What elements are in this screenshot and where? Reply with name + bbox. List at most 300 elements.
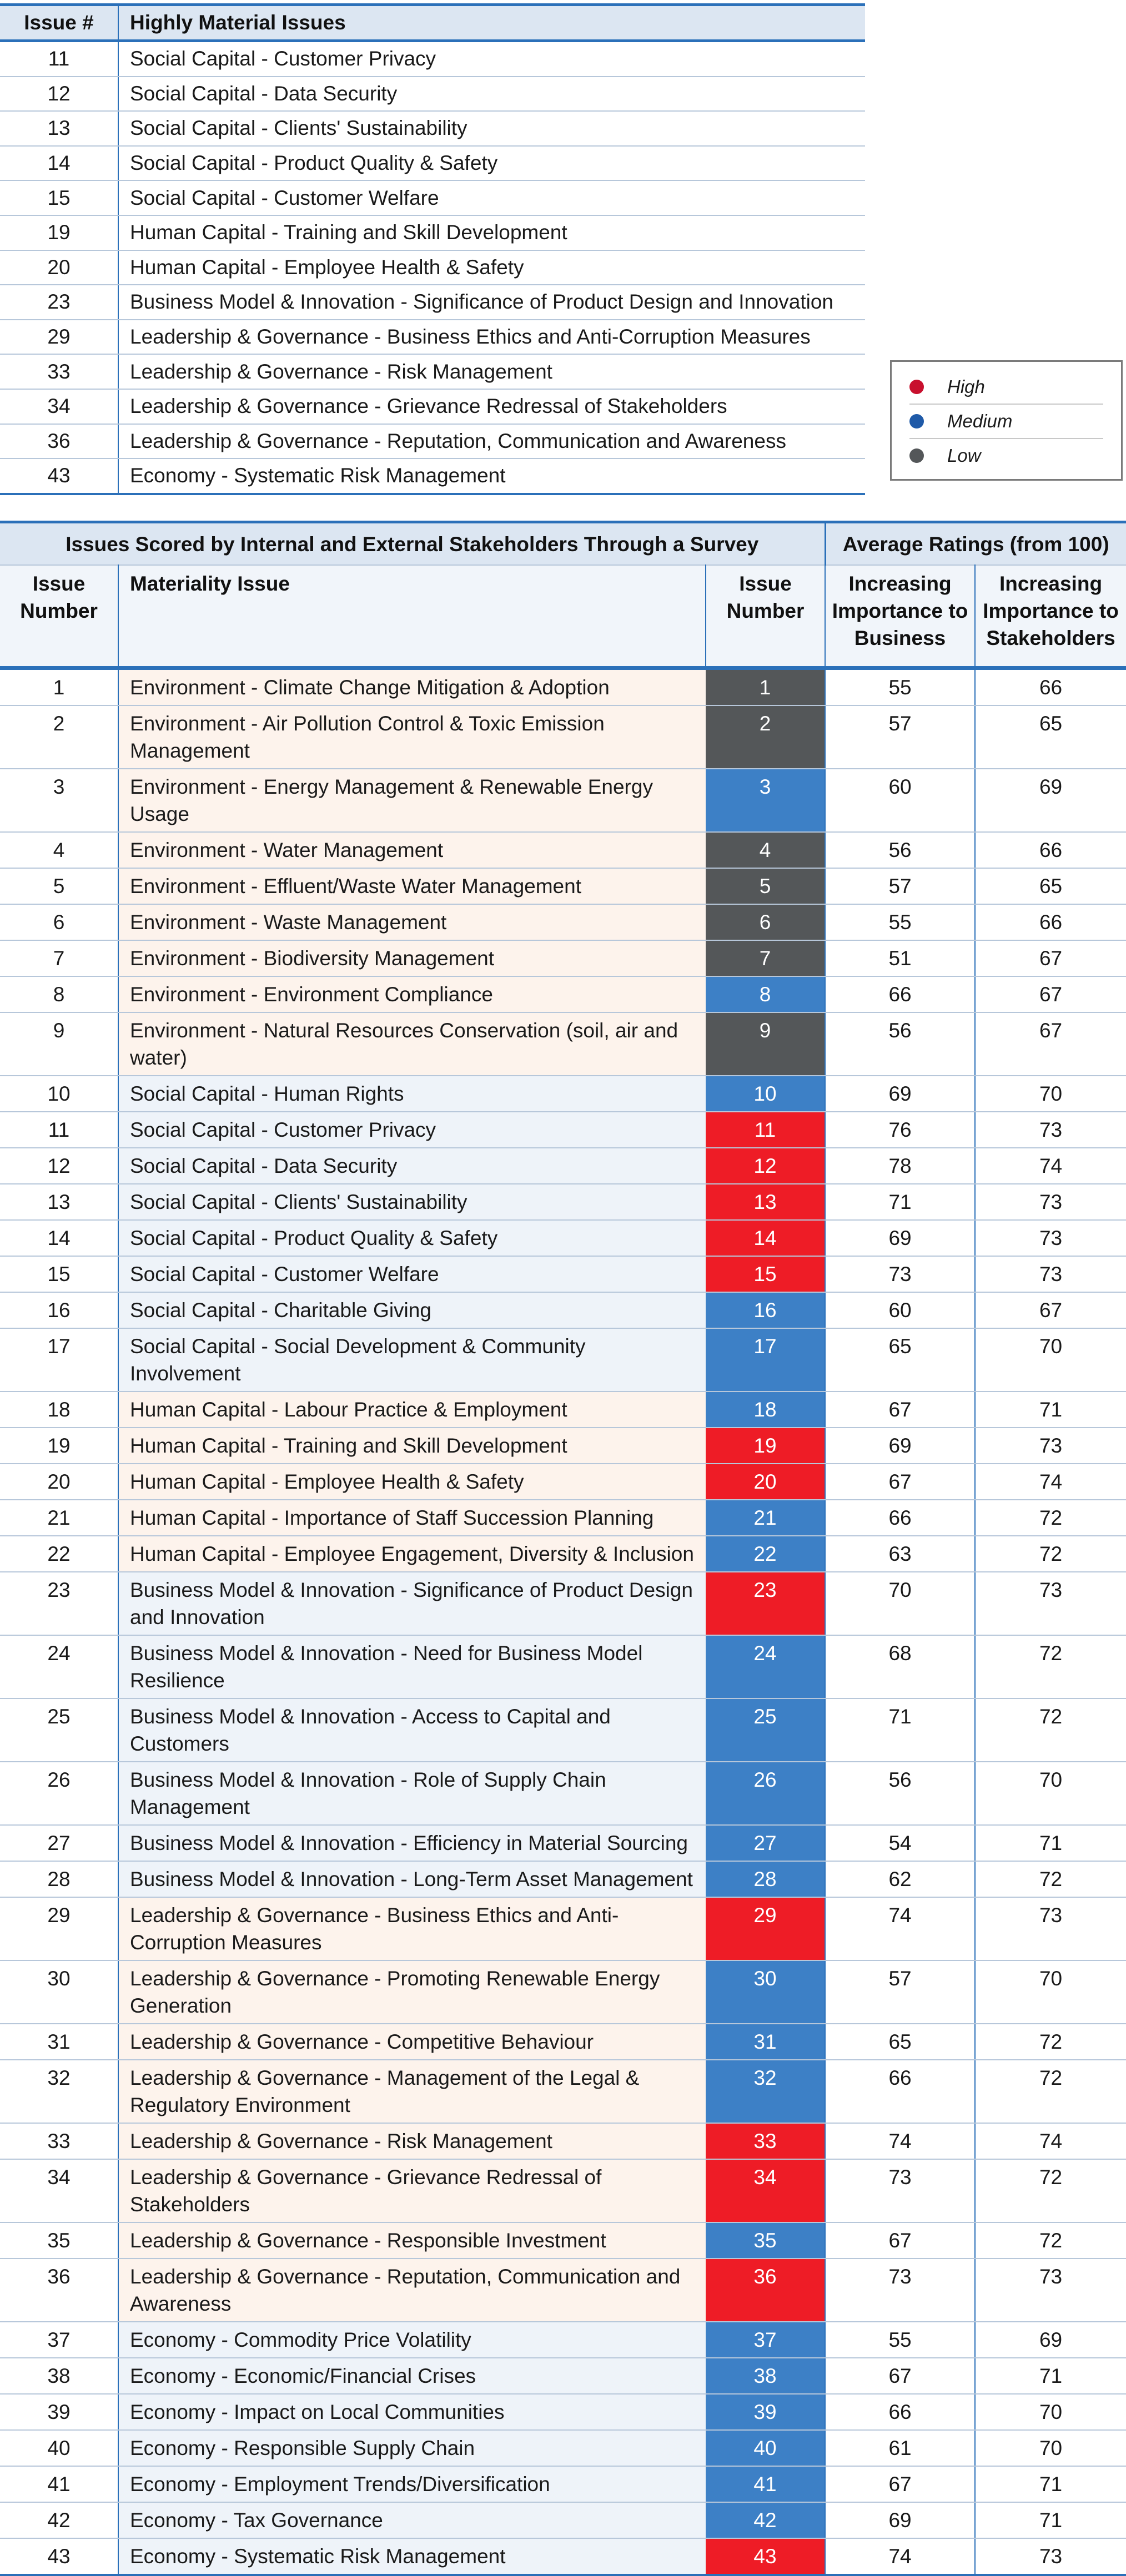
rating-stakeholders: 71 — [975, 2358, 1126, 2394]
issue-number: 20 — [0, 250, 118, 285]
rating-business: 66 — [825, 976, 975, 1012]
legend-label-medium: Medium — [947, 411, 1013, 431]
issue-number: 12 — [0, 77, 118, 112]
materiality-issue: Leadership & Governance - Promoting Renewable Energy Generation — [118, 1960, 706, 2024]
rating-business: 54 — [825, 1825, 975, 1861]
issue-number: 43 — [0, 458, 118, 494]
issue-number: 6 — [0, 904, 118, 940]
table-row — [0, 1328, 1126, 1392]
materiality-issue: Human Capital - Importance of Staff Succession Planning — [118, 1500, 706, 1536]
rating-business: 69 — [825, 1220, 975, 1256]
materiality-issue: Social Capital - Charitable Giving — [118, 1292, 706, 1328]
materiality-issue: Business Model & Innovation - Role of Supply Chain Management — [118, 1762, 706, 1825]
table-row — [0, 705, 1126, 769]
materiality-issue: Environment - Biodiversity Management — [118, 940, 706, 976]
rating-stakeholders: 73 — [975, 1572, 1126, 1635]
rating-stakeholders: 71 — [975, 1825, 1126, 1861]
issue-number: 20 — [0, 1464, 118, 1500]
materiality-issue: Leadership & Governance - Competitive Behaviour — [118, 2024, 706, 2060]
materiality-issue: Human Capital - Employee Engagement, Diversity & Inclusion — [118, 1536, 706, 1572]
rating-business: 78 — [825, 1148, 975, 1184]
issue-number: 14 — [0, 1220, 118, 1256]
legend-label-low: Low — [947, 445, 981, 466]
table-row — [0, 1635, 1126, 1698]
table-row — [0, 2430, 1126, 2466]
issue-number: 26 — [0, 1762, 118, 1825]
rating-business: 69 — [825, 2502, 975, 2538]
rating-stakeholders: 72 — [975, 2222, 1126, 2259]
rating-business: 74 — [825, 2538, 975, 2575]
materiality-issue: Environment - Waste Management — [118, 904, 706, 940]
issue-number: 33 — [0, 2123, 118, 2159]
rating-business: 56 — [825, 832, 975, 868]
rating-stakeholders: 69 — [975, 769, 1126, 832]
rating-stakeholders: 70 — [975, 1960, 1126, 2024]
rating-business: 71 — [825, 1184, 975, 1220]
issue-number: 31 — [0, 2024, 118, 2060]
materiality-issue: Environment - Effluent/Waste Water Management — [118, 868, 706, 904]
issue-number-high-badge: 33 — [706, 2123, 825, 2159]
rating-stakeholders: 73 — [975, 1184, 1126, 1220]
issue-number: 43 — [0, 2538, 118, 2575]
group-header-ratings: Average Ratings (from 100) — [825, 522, 1126, 566]
materiality-issue: Leadership & Governance - Grievance Redressal of Stakeholders — [118, 2159, 706, 2222]
rating-business: 57 — [825, 705, 975, 769]
rating-business: 51 — [825, 940, 975, 976]
table-row — [0, 180, 865, 215]
issue-name: Human Capital - Employee Health & Safety — [118, 250, 865, 285]
rating-business: 67 — [825, 1392, 975, 1428]
issue-number: 24 — [0, 1635, 118, 1698]
rating-business: 67 — [825, 2466, 975, 2502]
issue-number-medium-badge: 17 — [706, 1328, 825, 1392]
table-row — [0, 2322, 1126, 2358]
issue-number-medium-badge: 39 — [706, 2394, 825, 2430]
issue-number: 23 — [0, 1572, 118, 1635]
materiality-issue: Social Capital - Customer Welfare — [118, 1256, 706, 1292]
rating-stakeholders: 73 — [975, 2259, 1126, 2322]
table-row — [0, 904, 1126, 940]
issue-number-low-badge: 4 — [706, 832, 825, 868]
low-dot-icon — [909, 448, 924, 463]
rating-stakeholders: 73 — [975, 1428, 1126, 1464]
rating-business: 61 — [825, 2430, 975, 2466]
issue-number-high-badge: 12 — [706, 1148, 825, 1184]
rating-business: 55 — [825, 2322, 975, 2358]
column-header-row — [0, 565, 1126, 668]
materiality-issue: Environment - Natural Resources Conservation (soil, air and water) — [118, 1012, 706, 1076]
issue-number: 27 — [0, 1825, 118, 1861]
issue-number: 17 — [0, 1328, 118, 1392]
rating-business: 57 — [825, 1960, 975, 2024]
table-row — [0, 940, 1126, 976]
table-row — [0, 2123, 1126, 2159]
table-row — [0, 1572, 1126, 1635]
table-row — [0, 389, 865, 424]
issue-number: 18 — [0, 1392, 118, 1428]
table-row — [0, 1762, 1126, 1825]
issue-number-medium-badge: 24 — [706, 1635, 825, 1698]
highly-material-header-row — [0, 5, 865, 41]
materiality-issue: Social Capital - Human Rights — [118, 1076, 706, 1112]
issue-number: 28 — [0, 1861, 118, 1897]
issue-number-medium-badge: 22 — [706, 1536, 825, 1572]
rating-stakeholders: 72 — [975, 2024, 1126, 2060]
rating-stakeholders: 73 — [975, 1256, 1126, 1292]
rating-stakeholders: 67 — [975, 940, 1126, 976]
materiality-issue: Social Capital - Social Development & Community Involvement — [118, 1328, 706, 1392]
rating-stakeholders: 72 — [975, 1635, 1126, 1698]
materiality-issue: Human Capital - Labour Practice & Employment — [118, 1392, 706, 1428]
issue-number: 37 — [0, 2322, 118, 2358]
rating-stakeholders: 73 — [975, 1220, 1126, 1256]
rating-stakeholders: 67 — [975, 1012, 1126, 1076]
issue-number: 30 — [0, 1960, 118, 2024]
issue-number-low-badge: 5 — [706, 868, 825, 904]
materiality-issue: Business Model & Innovation - Access to Capital and Customers — [118, 1698, 706, 1762]
table-row — [0, 2502, 1126, 2538]
table-row — [0, 1012, 1126, 1076]
rating-business: 73 — [825, 1256, 975, 1292]
table-row — [0, 285, 865, 320]
issue-number: 40 — [0, 2430, 118, 2466]
rating-business: 65 — [825, 1328, 975, 1392]
issue-number-medium-badge: 27 — [706, 1825, 825, 1861]
materiality-issue: Environment - Environment Compliance — [118, 976, 706, 1012]
rating-stakeholders: 65 — [975, 705, 1126, 769]
issue-number: 38 — [0, 2358, 118, 2394]
issue-number-medium-badge: 18 — [706, 1392, 825, 1428]
table-row — [0, 1256, 1126, 1292]
materiality-issue: Social Capital - Customer Privacy — [118, 1112, 706, 1148]
rating-business: 60 — [825, 769, 975, 832]
table-row — [0, 2060, 1126, 2123]
table-row — [0, 1292, 1126, 1328]
rating-business: 57 — [825, 868, 975, 904]
issue-number-medium-badge: 28 — [706, 1861, 825, 1897]
materiality-issue: Business Model & Innovation - Efficiency in Material Sourcing — [118, 1825, 706, 1861]
rating-stakeholders: 73 — [975, 2538, 1126, 2575]
issue-name: Social Capital - Data Security — [118, 77, 865, 112]
rating-stakeholders: 72 — [975, 1698, 1126, 1762]
col-header-stakeholders: Increasing Importance to Stakeholders — [975, 565, 1126, 668]
materiality-issue: Leadership & Governance - Business Ethics and Anti-Corruption Measures — [118, 1897, 706, 1960]
issue-number: 14 — [0, 146, 118, 181]
rating-business: 65 — [825, 2024, 975, 2060]
table-row — [0, 2222, 1126, 2259]
issue-number: 29 — [0, 1897, 118, 1960]
rating-stakeholders: 72 — [975, 1861, 1126, 1897]
materiality-issue: Leadership & Governance - Reputation, Communication and Awareness — [118, 2259, 706, 2322]
rating-stakeholders: 66 — [975, 904, 1126, 940]
rating-stakeholders: 72 — [975, 1536, 1126, 1572]
table-row — [0, 1897, 1126, 1960]
col-header-business: Increasing Importance to Business — [825, 565, 975, 668]
rating-stakeholders: 74 — [975, 1464, 1126, 1500]
table-row — [0, 2358, 1126, 2394]
rating-business: 76 — [825, 1112, 975, 1148]
issue-number: 13 — [0, 1184, 118, 1220]
issue-number-high-badge: 36 — [706, 2259, 825, 2322]
legend-label-high: High — [947, 376, 985, 397]
table-row — [0, 111, 865, 146]
rating-stakeholders: 74 — [975, 1148, 1126, 1184]
issue-number-high-badge: 43 — [706, 2538, 825, 2575]
legend-item-low — [909, 439, 1103, 472]
issue-name: Human Capital - Training and Skill Development — [118, 215, 865, 250]
group-header-row — [0, 522, 1126, 566]
rating-business: 69 — [825, 1076, 975, 1112]
issue-number-medium-badge: 8 — [706, 976, 825, 1012]
table-row — [0, 2466, 1126, 2502]
rating-business: 55 — [825, 904, 975, 940]
issue-number-medium-badge: 10 — [706, 1076, 825, 1112]
issue-number: 8 — [0, 976, 118, 1012]
table-row — [0, 1464, 1126, 1500]
rating-stakeholders: 66 — [975, 832, 1126, 868]
issue-number: 36 — [0, 424, 118, 459]
issue-number-low-badge: 6 — [706, 904, 825, 940]
issue-number-medium-badge: 31 — [706, 2024, 825, 2060]
issue-name: Leadership & Governance - Reputation, Communication and Awareness — [118, 424, 865, 459]
materiality-issue: Social Capital - Data Security — [118, 1148, 706, 1184]
rating-business: 73 — [825, 2159, 975, 2222]
table-row — [0, 1184, 1126, 1220]
highly-material-body — [0, 41, 865, 494]
table-row — [0, 832, 1126, 868]
issue-number: 12 — [0, 1148, 118, 1184]
table-row — [0, 354, 865, 389]
issue-number: 19 — [0, 215, 118, 250]
materiality-issue: Business Model & Innovation - Significance of Product Design and Innovation — [118, 1572, 706, 1635]
rating-stakeholders: 70 — [975, 2394, 1126, 2430]
rating-business: 55 — [825, 668, 975, 706]
materiality-issue: Environment - Water Management — [118, 832, 706, 868]
issue-number: 22 — [0, 1536, 118, 1572]
table-row — [0, 1112, 1126, 1148]
issue-number-medium-badge: 37 — [706, 2322, 825, 2358]
issue-number-medium-badge: 32 — [706, 2060, 825, 2123]
rating-stakeholders: 66 — [975, 668, 1126, 706]
issue-number-low-badge: 7 — [706, 940, 825, 976]
col-header-issue-number: Issue Number — [0, 565, 118, 668]
rating-stakeholders: 71 — [975, 1392, 1126, 1428]
materiality-issue: Environment - Air Pollution Control & Toxic Emission Management — [118, 705, 706, 769]
issue-number: 4 — [0, 832, 118, 868]
rating-business: 67 — [825, 2358, 975, 2394]
materiality-issue: Business Model & Innovation - Long-Term Asset Management — [118, 1861, 706, 1897]
survey-table-body — [0, 668, 1126, 2575]
table-row — [0, 1825, 1126, 1861]
table-row — [0, 424, 865, 459]
table-row — [0, 2024, 1126, 2060]
issue-number-high-badge: 13 — [706, 1184, 825, 1220]
materiality-issue: Leadership & Governance - Management of the Legal & Regulatory Environment — [118, 2060, 706, 2123]
issue-number-low-badge: 2 — [706, 705, 825, 769]
issue-number: 29 — [0, 320, 118, 355]
issue-number: 39 — [0, 2394, 118, 2430]
issue-name: Economy - Systematic Risk Management — [118, 458, 865, 494]
issue-name: Social Capital - Customer Welfare — [118, 180, 865, 215]
rating-stakeholders: 72 — [975, 1500, 1126, 1536]
rating-business: 63 — [825, 1536, 975, 1572]
issue-number-high-badge: 11 — [706, 1112, 825, 1148]
rating-stakeholders: 72 — [975, 2159, 1126, 2222]
issue-number: 10 — [0, 1076, 118, 1112]
issue-name: Leadership & Governance - Grievance Redressal of Stakeholders — [118, 389, 865, 424]
rating-business: 74 — [825, 1897, 975, 1960]
table-row — [0, 146, 865, 181]
materiality-issue: Business Model & Innovation - Need for Business Model Resilience — [118, 1635, 706, 1698]
table-row — [0, 320, 865, 355]
table-row — [0, 2538, 1126, 2575]
rating-business: 71 — [825, 1698, 975, 1762]
table-row — [0, 1960, 1126, 2024]
issue-number-low-badge: 1 — [706, 668, 825, 706]
high-dot-icon — [909, 380, 924, 394]
table-row — [0, 769, 1126, 832]
issue-number-medium-badge: 42 — [706, 2502, 825, 2538]
issue-number-medium-badge: 40 — [706, 2430, 825, 2466]
col-header-issue-number-2: Issue Number — [706, 565, 825, 668]
rating-business: 66 — [825, 1500, 975, 1536]
materiality-issue: Economy - Economic/Financial Crises — [118, 2358, 706, 2394]
issue-number-medium-badge: 25 — [706, 1698, 825, 1762]
issue-number: 2 — [0, 705, 118, 769]
issue-number: 32 — [0, 2060, 118, 2123]
materiality-issue: Economy - Responsible Supply Chain — [118, 2430, 706, 2466]
rating-stakeholders: 67 — [975, 976, 1126, 1012]
issue-number: 33 — [0, 354, 118, 389]
issue-name: Business Model & Innovation - Significance of Product Design and Innovation — [118, 285, 865, 320]
rating-business: 73 — [825, 2259, 975, 2322]
issue-number-medium-badge: 16 — [706, 1292, 825, 1328]
issue-name: Social Capital - Product Quality & Safety — [118, 146, 865, 181]
survey-ratings-table — [0, 521, 1126, 2576]
table-row — [0, 668, 1126, 706]
rating-stakeholders: 73 — [975, 1897, 1126, 1960]
table-row — [0, 1428, 1126, 1464]
rating-stakeholders: 67 — [975, 1292, 1126, 1328]
issue-number-high-badge: 15 — [706, 1256, 825, 1292]
rating-business: 60 — [825, 1292, 975, 1328]
materiality-issue: Leadership & Governance - Responsible Investment — [118, 2222, 706, 2259]
issue-number: 1 — [0, 668, 118, 706]
materiality-issue: Environment - Climate Change Mitigation & Adoption — [118, 668, 706, 706]
issue-name: Leadership & Governance - Risk Management — [118, 354, 865, 389]
table-row — [0, 1536, 1126, 1572]
issue-number-high-badge: 19 — [706, 1428, 825, 1464]
issue-number: 25 — [0, 1698, 118, 1762]
table-row — [0, 77, 865, 112]
rating-stakeholders: 70 — [975, 2430, 1126, 2466]
issue-name: Social Capital - Clients' Sustainability — [118, 111, 865, 146]
issue-name: Social Capital - Customer Privacy — [118, 41, 865, 77]
issue-number-medium-badge: 26 — [706, 1762, 825, 1825]
issue-number-medium-badge: 35 — [706, 2222, 825, 2259]
materiality-issue: Environment - Energy Management & Renewable Energy Usage — [118, 769, 706, 832]
issue-number: 7 — [0, 940, 118, 976]
materiality-issue: Social Capital - Product Quality & Safety — [118, 1220, 706, 1256]
table-row — [0, 250, 865, 285]
table-row — [0, 2159, 1126, 2222]
rating-business: 56 — [825, 1762, 975, 1825]
issue-number: 34 — [0, 389, 118, 424]
issue-number-high-badge: 34 — [706, 2159, 825, 2222]
rating-stakeholders: 65 — [975, 868, 1126, 904]
table-row — [0, 458, 865, 494]
issue-number-high-badge: 20 — [706, 1464, 825, 1500]
table-row — [0, 41, 865, 77]
issue-number-low-badge: 9 — [706, 1012, 825, 1076]
materiality-issue: Human Capital - Training and Skill Development — [118, 1428, 706, 1464]
table-row — [0, 215, 865, 250]
materiality-issue: Economy - Impact on Local Communities — [118, 2394, 706, 2430]
rating-stakeholders: 71 — [975, 2466, 1126, 2502]
rating-stakeholders: 72 — [975, 2060, 1126, 2123]
col-header-materiality-issue: Materiality Issue — [118, 565, 706, 668]
issue-number-medium-badge: 41 — [706, 2466, 825, 2502]
materiality-issue: Economy - Systematic Risk Management — [118, 2538, 706, 2575]
materiality-issue: Economy - Tax Governance — [118, 2502, 706, 2538]
table-row — [0, 976, 1126, 1012]
rating-business: 67 — [825, 2222, 975, 2259]
issue-number: 5 — [0, 868, 118, 904]
issue-number-medium-badge: 3 — [706, 769, 825, 832]
issue-number: 3 — [0, 769, 118, 832]
table-row — [0, 1148, 1126, 1184]
table-row — [0, 2394, 1126, 2430]
issue-number: 16 — [0, 1292, 118, 1328]
issue-number: 9 — [0, 1012, 118, 1076]
rating-business: 56 — [825, 1012, 975, 1076]
highly-material-issues-table — [0, 3, 865, 495]
rating-business: 74 — [825, 2123, 975, 2159]
legend-item-medium — [909, 405, 1103, 439]
table-row — [0, 1220, 1126, 1256]
issue-number: 19 — [0, 1428, 118, 1464]
issue-number-high-badge: 29 — [706, 1897, 825, 1960]
issue-number: 35 — [0, 2222, 118, 2259]
rating-stakeholders: 70 — [975, 1762, 1126, 1825]
rating-business: 62 — [825, 1861, 975, 1897]
issue-number: 36 — [0, 2259, 118, 2322]
issue-number-high-badge: 14 — [706, 1220, 825, 1256]
issue-number-high-badge: 23 — [706, 1572, 825, 1635]
issue-number: 23 — [0, 285, 118, 320]
rating-business: 69 — [825, 1428, 975, 1464]
table-row — [0, 1076, 1126, 1112]
materiality-issue: Leadership & Governance - Risk Management — [118, 2123, 706, 2159]
table-row — [0, 1500, 1126, 1536]
table-row — [0, 1861, 1126, 1897]
issue-number: 21 — [0, 1500, 118, 1536]
issue-number: 15 — [0, 180, 118, 215]
rating-business: 70 — [825, 1572, 975, 1635]
header-highly-material-issues: Highly Material Issues — [118, 5, 865, 41]
issue-number: 11 — [0, 1112, 118, 1148]
materiality-issue: Social Capital - Clients' Sustainability — [118, 1184, 706, 1220]
table-row — [0, 868, 1126, 904]
rating-business: 66 — [825, 2060, 975, 2123]
issue-number: 42 — [0, 2502, 118, 2538]
header-issue-number: Issue # — [0, 5, 118, 41]
rating-stakeholders: 70 — [975, 1328, 1126, 1392]
legend — [890, 360, 1123, 481]
materiality-issue: Economy - Employment Trends/Diversification — [118, 2466, 706, 2502]
rating-business: 67 — [825, 1464, 975, 1500]
rating-stakeholders: 69 — [975, 2322, 1126, 2358]
